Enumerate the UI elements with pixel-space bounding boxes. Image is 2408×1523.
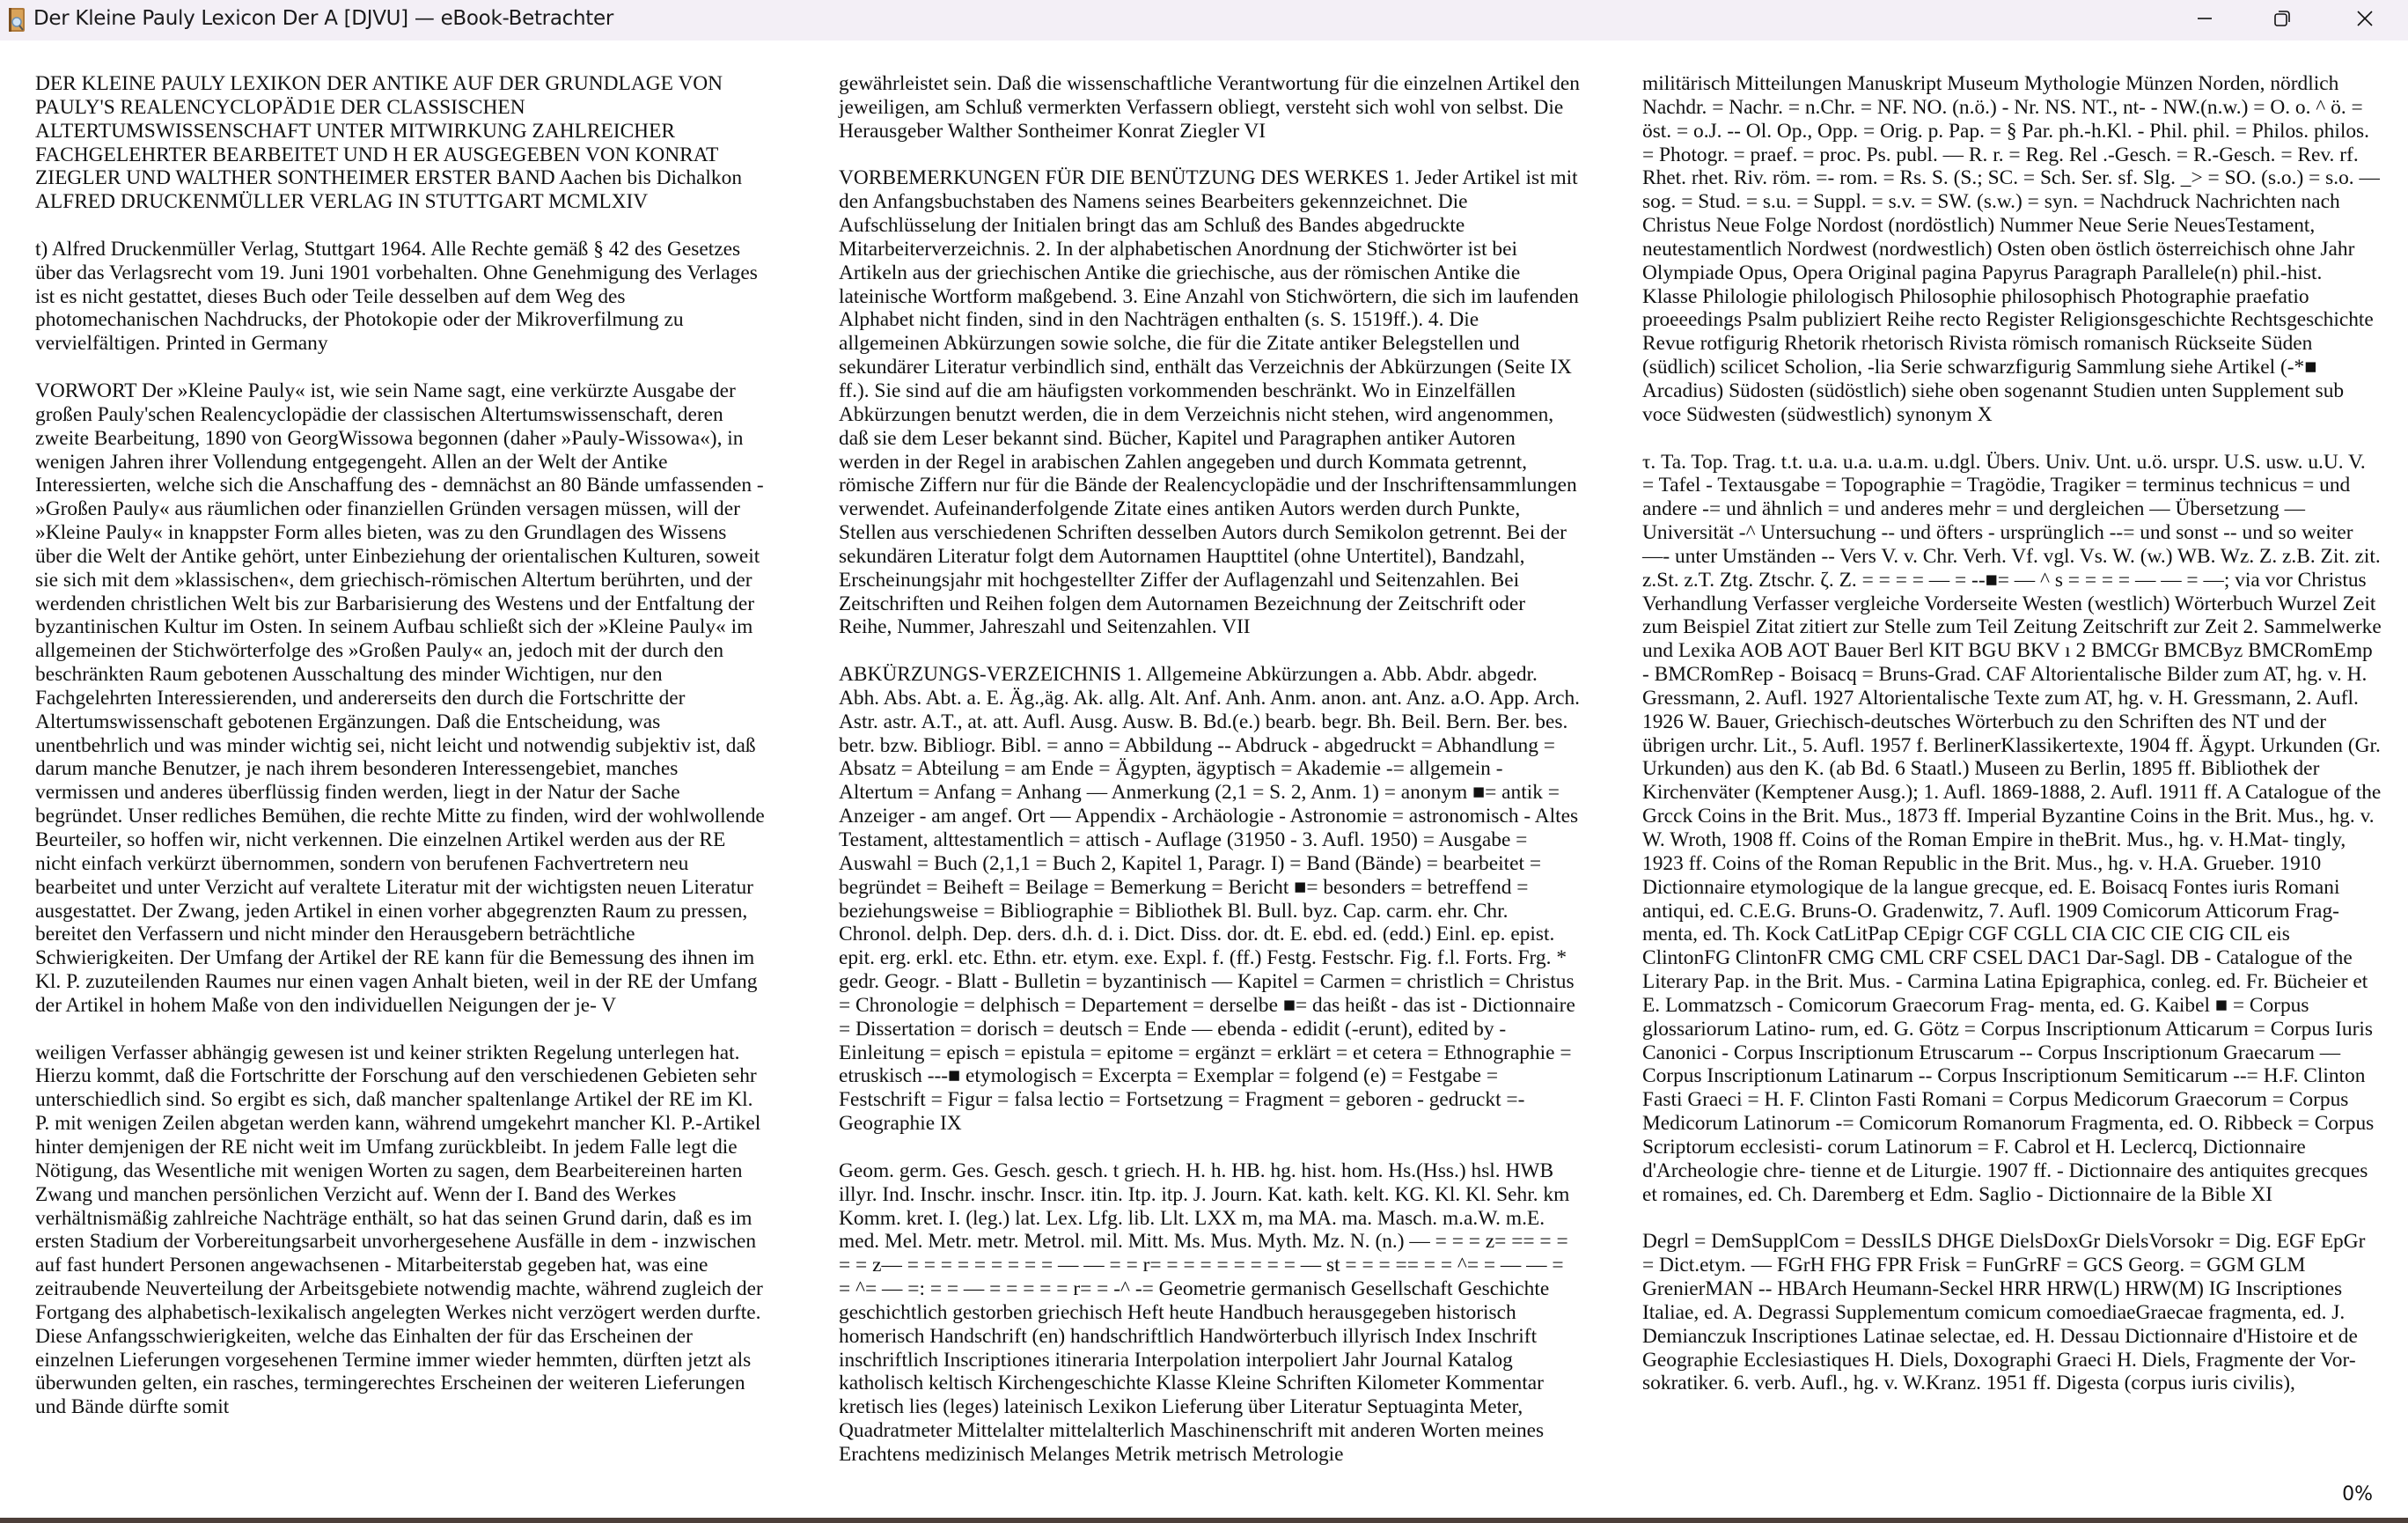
paragraph: Geom. germ. Ges. Gesch. gesch. t griech. H. h. HB. hg. hist. hom. Hs.(Hss.) hsl. HWB illyr. Ind. Inschr. inschr. Inscr. itin. Itp. itp. J. Journ. Kat. kath. kelt. KG. Kl. Kl. Sehr. km Komm. kret. I. (leg.) lat. Lex. Lfg. lib. Llt. LXX m, ma MA. ma. Masch. m.a.W. m.E. med. Mel. Metr. metr. Metrol. mil. Mitt. Ms. Mus. Myth. Mz. N. (n.) — = = = z= == = = = = z— = = = = = = = = = — — = = r= = = = = = = = = — st = = = == = = ^= = — — = = ^= — =: = = — = = = = = r= = -^ -= Geometrie germanisch Gesellschaft Geschichte geschichtlich gestorben griechisch Heft heute Handbuch herausgegeben historisch homerisch Handschrift (en) handschriftlich Handwörterbuch illyrisch Index Inschrift inschriftlich Inscriptiones itineraria Interpolation interpoliert Jahr Journal Katalog katholisch keltisch Kirchengeschichte Klasse Kleine Schriften Kilometer Kommentar kretisch lies (leges) lateinisch Lexikon Lieferung über Literatur Septuaginta Meter, Quadratmeter Mittelalter mittelalterlich Maschinenschrift mit anderen Worten meines Erachtens medizinisch Melanges Metrik metrisch Metrologie <box>839 1159 1570 1466</box>
paragraph: τ. Ta. Top. Trag. t.t. u.a. u.a. u.a.m. u.dgl. Übers. Univ. Unt. u.ö. urspr. U.S. usw. u.U. V. = Tafel - Textausgabe = Topographie = Tragödie, Tragiker = terminus technicus = und andere -= und ähnlich = und anderes mehr = und dergleichen — Übersetzung — Universität -^ Untersuchung -- und öfters - ursprünglich --= und sonst -- und so weiter —- unter Umständen -- Vers V. v. Chr. Verh. Vf. vgl. Vs. W. (w.) WB. Wz. Z. z.B. Zit. zit. z.St. z.T. Ztg. Ztschr. ζ. Z. = = = = — = --■= — ^ s = = = = — — = —; via vor Christus Verhandlung Verfasser vergleiche Vorderseite Westen (westlich) Wörterbuch Wurzel Zeit zum Beispiel Zitat zitiert zur Stelle zum Teil Zeitung Zeitschrift zur Zeit 2. Sammelwerke und Lexika AOB AOT Bauer Berl KIT BGU BKV ı 2 BMCGr BMCByz BMCRomEmp - BMCRomRep - Boisacq = Bruns-Grad. CAF Altorientalische Bilder zum AT, hg. v. H. Gressmann, 2. Aufl. 1927 Altorientalische Texte zum AT, hg. v. H. Gressmann, 2. Aufl. 1926 W. Bauer, Griechisch-deutsches Wörterbuch zu den Schriften des NT und der übrigen urchr. Lit., 5. Aufl. 1957 f. BerlinerKlassikertexte, 1904 ff. Ägypt. Urkunden (Gr. Urkunden) aus den K. (ab Bd. 6 Staatl.) Museen zu Berlin, 1895 ff. Bibliothek der Kirchenväter (Kemptener Ausg.); 1. Aufl. 1869-1888, 2. Aufl. 1911 ff. A Catalogue of the Grcck Coins in the Brit. Mus., 1873 ff. Imperial Byzantine Coins in the Brit. Mus., hg. v. W. Wroth, 1908 ff. Coins of the Roman Empire in theBrit. Mus., hg. v. H.Mat- tingly, 1923 ff. Coins of the Roman Republic in the Brit. Mus., hg. v. H.A. Grueber. 1910 Dictionnaire etymologique de la langue grecque, ed. E. Boisacq Fontes iuris Romani antiqui, ed. C.E.G. Bruns-O. Gradenwitz, 7. Aufl. 1909 Comicorum Atticorum Frag- menta, ed. Th. Kock CatLitPap CEpigr CGF CGLL CIA CIC CIE CIG CIL eis ClintonFG ClintonFR CMG CML CRF CSEL DAC1 Dar-Sagl. DB - Catalogue of the Literary Pap. in the Brit. Mus. - Carmina Latina Epigraphica, conleg. ed. Fr. Bücheier et E. Lommatzsch - Comicorum Graecorum Frag- menta, ed. G. Kaibel ■ = Corpus glossariorum Latino- rum, ed. G. Götz = Corpus Inscriptionum Atticarum = Corpus Iuris Canonici - Corpus Inscriptionum Etruscarum -- Corpus Inscriptionum Graecarum — Corpus Inscriptionum Latinarum -- Corpus Inscriptionum Semiticarum --= H.F. Clinton Fasti Graeci = H. F. Clinton Fasti Romani = Corpus Medicorum Graecorum = Corpus Medicorum Latinorum -= Comicorum Romanorum Fragmenta, ed. O. Ribbeck = Corpus Scriptorum ecclesisti- corum Latinorum = F. Cabrol et H. Leclercq, Dictionnaire d'Archeologie chre- tienne et de Liturgie. 1907 ff. - Dictionnaire des antiquites grecques et romaines, ed. Ch. Daremberg et Edm. Saglio - Dictionnaire de la Bible XI <box>1642 450 2382 1206</box>
paragraph: Degrl = DemSupplCom = DessILS DHGE DielsDoxGr DielsVorsokr = Dig. EGF EpGr = Dict.etym. — FGrH FHG FPR Frisk = FunGrRF = GCS Georg. = GGM GLM GrenierMAN -- HBArch Heumann-Seckel HRR HRW(L) HRW(M) IG Inscriptiones Italiae, ed. A. Degrassi Supplementum comicum comoediaeGraecae fragmenta, ed. J. Demianczuk Inscriptiones Latinae selectae, ed. H. Dessau Dictionnaire d'Histoire et de Geographie Ecclesiastiques H. Diels, Doxographi Graeci H. Diels, Fragmente der Vor- sokratiker. 6. verb. Aufl., hg. v. W.Kranz. 1951 ff. Digesta (corpus iuris civilis), <box>1642 1230 2366 1395</box>
book-magnifier-icon <box>7 7 26 33</box>
text-column-2 <box>839 72 1580 1490</box>
window-title-bar[interactable] <box>0 0 2408 40</box>
close-icon <box>2354 8 2375 33</box>
restore-button[interactable] <box>2243 0 2322 40</box>
restore-icon <box>2272 8 2293 33</box>
paragraph: DER KLEINE PAULY LEXIKON DER ANTIKE AUF DER GRUNDLAGE VON PAULY'S REALENCYCLOPÄD1E DER CLASSISCHEN ALTERTUMSWISSENSCHAFT UNTER MITWIRKUNG ZAHLREICHER FACHGELEHRTER BEARBEITET UND H ER AUSGEGEBEN VON KONRAT ZIEGLER UND WALTHER SONTHEIMER ERSTER BAND Aachen bis Dichalkon ALFRED DRUCKENMÜLLER VERLAG IN STUTTGART MCMLXIV <box>35 72 743 214</box>
text-column-3 <box>1642 72 2382 1419</box>
bottom-border <box>0 1518 2408 1523</box>
paragraph: militärisch Mitteilungen Manuskript Museum Mythologie Münzen Norden, nördlich Nachdr. = Nachr. = n.Chr. = NF. NO. (n.ö.) - Nr. NS. NT., nt- - NW.(n.w.) = O. o. ^ ö. = öst. = o.J. -- Ol. Op., Opp. = Orig. p. Pap. = § Par. ph.-h.Kl. - Phil. phil. = Philos. philos. = Photogr. = praef. = proc. Ps. publ. — R. r. = Reg. Rel .-Gesch. = R.-Gesch. = Rev. rf. Rhet. rhet. Riv. röm. =- rom. = Rs. S. (S.; SC. = Sch. Ser. sf. Slg. _> = SO. (s.o.) = s.o. — sog. = Stud. = s.u. = Suppl. = s.v. = SW. (s.w.) = syn. = Nachdruck Nachrichten nach Christus Neue Folge Nordost (nordöstlich) Nummer Neue Serie NeuesTestament, neutestamentlich Nordwest (nordwestlich) Osten oben östlich österreichisch ohne Jahr Olympiade Opus, Opera Original pagina Papyrus Paragraph Parallele(n) phil.-hist. Klasse Philologie philologisch Philosophie philosophisch Photographie praefatio proeeedings Psalm publiziert Reihe recto Register Religionsgeschichte Rechtsgeschichte Revue rotfigurig Rhetorik rhetorisch Rivista römisch romanisch Rückseite Süden (südlich) scilicet Scholion, -lia Serie schwarzfigurig Sammlung siehe Artikel (-*■ Arcadius) Südosten (südöstlich) siehe oben sogenannt Studien unten Supplement sub voce Südwesten (südwestlich) synonym X <box>1642 72 2380 426</box>
reading-progress: 0% <box>2342 1483 2373 1505</box>
reader-page[interactable] <box>0 40 2408 1518</box>
paragraph: gewährleistet sein. Daß die wissenschaftliche Verantwortung für die einzelnen Artikel den jeweiligen, am Schluß vermerkten Verfassern obliegt, versteht sich wohl von selbst. Die Herausgeber Walther Sontheimer Konrat Ziegler VI <box>839 72 1581 143</box>
minimize-icon <box>2194 8 2215 33</box>
paragraph: weiligen Verfasser abhängig gewesen ist und keiner strikten Regelung unterlegen hat. Hierzu kommt, daß die Fortschritte der Forschung auf den verschiedenen Gebieten sehr unterschiedlich sind. So ergibt es sich, daß mancher spaltenlange Artikel der RE im Kl. P. mit wenigen Zeilen abgetan werden kann, während umgekehrt mancher Kl. P.-Artikel hinter demjenigen der RE nicht weit im Umfang zurückbleibt. In jedem Falle legt die Nötigung, das Wesentliche mit wenigen Worten zu sagen, dem Bearbeitereinen harten Zwang und manchen persönlichen Verzicht auf. Wenn der I. Band des Werkes verhältnismäßig zahlreiche Nachträge enthält, so hat das seinen Grund darin, daß es im ersten Stadium der Vorbereitungsarbeit unvorhergesehene Ausfälle in dem - inzwischen auf fast hundert Personen angewachsenen - Mitarbeiterstab gegeben hat, was eine zeitraubende Neuverteilung der Arbeitsgebiete notwendig machte, während zugleich der Fortgang des alphabetisch-lexikalisch angelegten Werkes nicht verzögert werden durfte. Diese Anfangsschwierigkeiten, welche das Einhalten der für das Erscheinen der einzelnen Lieferungen vorgesehenen Termine immer wieder hemmten, dürften jetzt als überwunden gelten, ein rasches, termingerechtes Erscheinen der weiteren Lieferungen und Bände dürfte somit <box>35 1041 763 1419</box>
window-title: Der Kleine Pauly Lexicon Der A [DJVU] — eBook-Betrachter <box>33 7 613 30</box>
paragraph: ABKÜRZUNGS-VERZEICHNIS 1. Allgemeine Abkürzungen a. Abb. Abdr. abgedr. Abh. Abs. Abt. a. E. Äg.,äg. Ak. allg. Alt. Anf. Anh. Anm. anon. ant. Anz. a.O. App. Arch. Astr. astr. A.T., at. att. Aufl. Ausg. Ausw. B. Bd.(e.) bearb. begr. Bh. Beil. Bern. Ber. bes. betr. bzw. Bibliogr. Bibl. = anno = Abbildung -- Abdruck - abgedruckt = Abhandlung = Absatz = Abteilung = am Ende = Ägypten, ägyptisch = Akademie -= allgemein - Altertum = Anfang = Anhang — Anmerkung (2,1 = S. 2, Anm. 1) = anonym ■= antik = Anzeiger - am angef. Ort — Appendix - Archäologie - Astronomie = astronomisch - Altes Testament, alttestamentlich = attisch - Auflage (31950 - 3. Aufl. 1950) = Ausgabe = Auswahl = Buch (2,1,1 = Buch 2, Kapitel 1, Paragr. I) = Band (Bände) = bearbeitet = begründet = Beiheft = Beilage = Bemerkung = Bericht ■= besonders = betreffend = beziehungsweise = Bibliographie = Bibliothek Bl. Bull. byz. Cap. carm. ehr. Chr. Chronol. delph. Dep. ders. d.h. d. i. Dict. Diss. dor. dt. E. ebd. ed. (edd.) Einl. ep. epist. epit. erg. erkl. etc. Ethn. etr. etym. exe. Expl. f. (ff.) Festg. Festschr. Fig. f.l. Forts. Frg. * gedr. Geogr. - Blatt - Bulletin = byzantinisch — Kapitel = Carmen = christlich = Christus = Chronologie = delphisch = Departement = derselbe ■= das heißt - das ist - Dictionnaire = Dissertation = dorisch = deutsch = Ende — ebenda - edidit (-erunt), edited by - Einleitung = episch = epistula = epitome = ergänzt = erklärt = et cetera = Ethnographie = etruskisch ---■ etymologisch = Excerpta = Exemplar = folgend (e) = Festgabe = Festschrift = Figur = falsa lectio = Fortsetzung = Fragment = geboren - gedruckt =- Geographie IX <box>839 663 1581 1136</box>
paragraph: VORBEMERKUNGEN FÜR DIE BENÜTZUNG DES WERKES 1. Jeder Artikel ist mit den Anfangsbuchstaben des Namens seines Bearbeiters gekennzeichnet. Die Aufschlüsselung der Initialen bringt das am Schluß des Bandes abgedruckte Mitarbeiterverzeichnis. 2. In der alphabetischen Anordnung der Stichwörter ist bei Artikeln aus der griechischen Antike die griechische, aus der römischen Antike die lateinische Wortform maßgebend. 3. Eine Anzahl von Stichwörtern, die sich im laufenden Alphabet nicht finden, sind in den Nachträgen enthalten (s. S. 1519ff.). 4. Die allgemeinen Abkürzungen sowie solche, die für die Zitate antiker Belegstellen und sekundärer Literatur verbindlich sind, enthält das Verzeichnis der Abkürzungen (Seite IX ff.). Sie sind auf die am häufigsten vorkommenden beschränkt. Wo in Einzelfällen Abkürzungen benutzt werden, die in dem Verzeichnis nicht stehen, wird angenommen, daß sie dem Leser bekannt sind. Bücher, Kapitel und Paragraphen antiker Autoren werden in der Regel in arabischen Zahlen angegeben und durch Kommata getrennt, römische Ziffern nur für die Bände der Realencyclopädie und der Inschriftensammlungen verwendet. Aufeinanderfolgende Zitate eines antiken Autors werden durch Punkte, Stellen aus verschiedenen Schriften desselben Autors durch Semikolon getrennt. Bei der sekundären Literatur folgt dem Autornamen Haupttitel (ohne Untertitel), Bandzahl, Erscheinungsjahr mit hochgestellter Ziffer der Auflagenzahl und Seitenzahlen. Bei Zeitschriften und Reihen folgen dem Autornamen Bezeichnung der Zeitschrift oder Reihe, Nummer, Jahreszahl und Seitenzahlen. VII <box>839 166 1579 639</box>
paragraph: VORWORT Der »Kleine Pauly« ist, wie sein Name sagt, eine verkürzte Ausgabe der großen Pauly'schen Realencyclopädie der classischen Altertumswissenschaft, deren zweite Bearbeitung, 1890 von GeorgWissowa begonnen (daher »Pauly-Wissowa«), in wenigen Jahren ihrer Vollendung entgegengeht. Allen an der Welt der Antike Interessierten, welche sich die Anschaffung des - demnächst an 80 Bände umfassenden - »Großen Pauly« aus räumlichen oder finanziellen Gründen versagen müssen, will der »Kleine Pauly« in knappster Form alles bieten, was zu den Grundlagen des Wissens über die Welt der Antike gehört, unter Einbeziehung der orientalischen Kulturen, soweit sie sich mit dem »klassischen«, dem griechisch-römischen Altertum berührten, und der werdenden christlichen Welt bis zur Barbarisierung des Westens und der Entfaltung der byzantinischen Kultur im Osten. In seinem Aufbau schließt sich der »Kleine Pauly« im allgemeinen der Stichwörterfolge des »Großen Pauly« an, jedoch mit der durch den beschränkten Raum gebotenen Ausschaltung des minder Wichtigen, nur den Fachgelehrten Interessierenden, und andererseits den durch die Fortschritte der Altertumswissenschaft gebotenen Ergänzungen. Daß die Entscheidung, was unentbehrlich und was minder wichtig sei, nicht leicht und notwendig subjektiv ist, daß darum manche Benutzer, je nach ihrem besonderen Interessengebiet, manches vermissen und anderes überflüssig finden werden, liegt in der Natur der Sache begründet. Unser redliches Bemühen, die rechte Mitte zu finden, wird der wohlwollende Beurteiler, so hoffen wir, nicht verkennen. Die einzelnen Artikel werden aus der RE nicht einfach verkürzt übernommen, sondern von berufenen Fachvertretern neu bearbeitet und unter Verzicht auf veraltete Literatur mit der wichtigsten neuen Literatur ausgestattet. Der Zwang, jeden Artikel in einen vorher abgegrenzten Raum zu pressen, bereitet den Verfassern und nicht minder den Herausgebern beträchtliche Schwierigkeiten. Der Umfang der Artikel der RE kann für die Bemessung des ihnen im Kl. P. zuzuteilenden Raumes nur einen vagen Anhalt bieten, weil in der RE der Umfang der Artikel in hohem Maße von den individuellen Neigungen der je- V <box>35 379 765 1017</box>
text-column-1 <box>35 72 766 1443</box>
close-button[interactable] <box>2325 0 2404 40</box>
minimize-button[interactable] <box>2165 0 2244 40</box>
paragraph: t) Alfred Druckenmüller Verlag, Stuttgart 1964. Alle Rechte gemäß § 42 des Gesetzes über das Verlagsrecht vom 19. Juni 1901 vorbehalten. Ohne Genehmigung des Verlages ist es nicht gestattet, dieses Buch oder Teile desselben auf dem Weg des photomechanischen Nachdrucks, der Photokopie oder der Mikroverfilmung zu vervielfältigen. Printed in Germany <box>35 237 758 356</box>
